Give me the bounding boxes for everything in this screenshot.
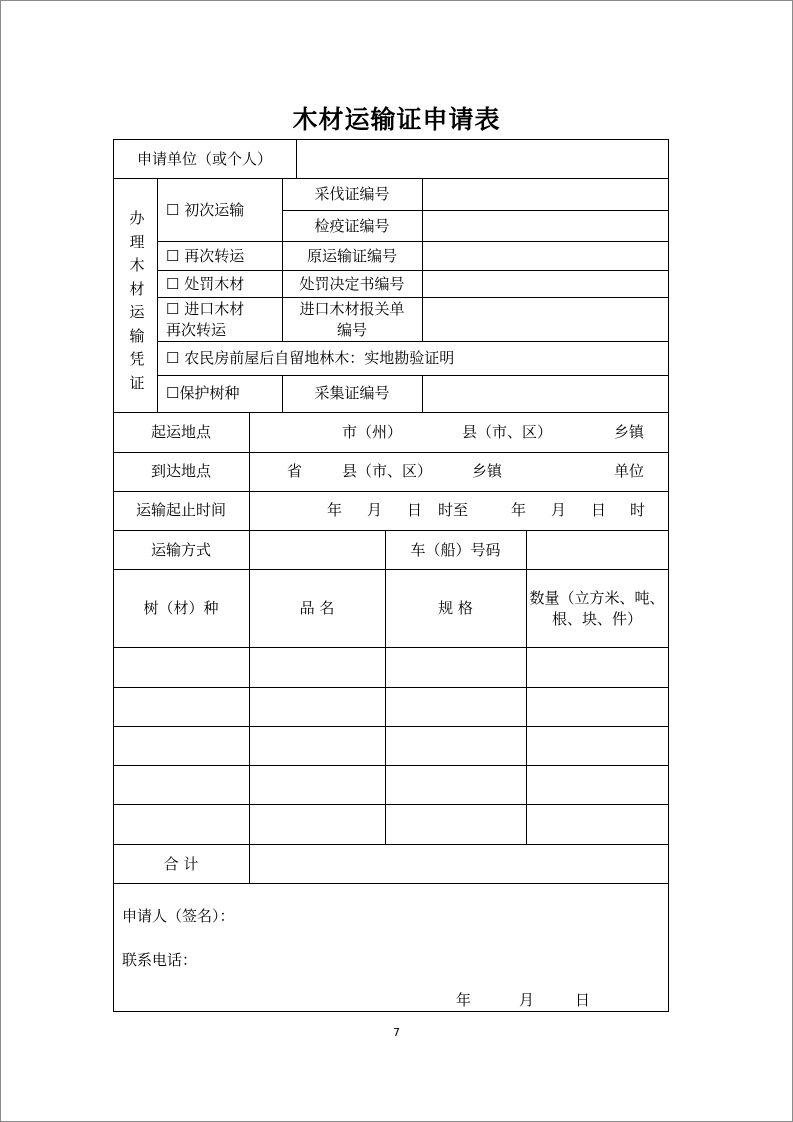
vehicle-number-label: 车（船）号码: [410, 541, 501, 559]
table-row[interactable]: [114, 766, 668, 803]
species-header: 树（材）种: [143, 599, 219, 617]
destination-province[interactable]: 省: [287, 462, 303, 480]
table-row[interactable]: [114, 805, 668, 843]
form-title: 木材运输证申请表: [292, 105, 501, 134]
destination-label: 到达地点: [150, 462, 211, 480]
collection-cert-no-label: 采集证编号: [314, 384, 390, 402]
import-wood-checkbox[interactable]: ☐ 进口木材: [166, 300, 245, 318]
total-label: 合 计: [163, 855, 199, 873]
import-declaration-no-label-line2: 编号: [336, 321, 367, 339]
logging-cert-no-label: 采伐证编号: [314, 185, 390, 203]
protected-species-checkbox[interactable]: ☐保护树种: [166, 384, 240, 402]
transport-basis-label: 办 理 木 材 运 输 凭 证: [129, 209, 145, 392]
table-row[interactable]: [114, 727, 668, 764]
table-row[interactable]: [114, 648, 668, 686]
page-number: 7: [393, 1026, 400, 1039]
farmer-wood-checkbox[interactable]: ☐ 农民房前屋后自留地林木：实地勘验证明: [166, 349, 455, 367]
first-transport-checkbox[interactable]: ☐ 初次运输: [166, 201, 245, 219]
product-name-header: 品 名: [299, 599, 335, 617]
applicant-unit-label: 申请单位（或个人）: [136, 150, 272, 168]
origin-town[interactable]: 乡镇: [614, 423, 645, 441]
contact-phone-label: 联系电话：: [122, 951, 198, 969]
origin-city[interactable]: 市（州）: [342, 423, 403, 441]
destination-county[interactable]: 县（市、区）: [342, 462, 433, 480]
specification-header: 规 格: [438, 599, 473, 617]
origin-county[interactable]: 县（市、区）: [462, 423, 553, 441]
destination-town[interactable]: 乡镇: [472, 462, 503, 480]
origin-label: 起运地点: [150, 423, 211, 441]
import-wood-label-line2: 再次转运: [166, 321, 227, 339]
penalty-decision-no-label: 处罚决定书编号: [299, 275, 405, 293]
table-row[interactable]: [114, 688, 668, 725]
applicant-signature-label: 申请人（签名）：: [122, 907, 235, 925]
penalty-wood-checkbox[interactable]: ☐ 处罚木材: [166, 275, 245, 293]
quantity-header-line2: 根、块、件）: [551, 610, 642, 628]
quantity-header: 数量（立方米、吨、: [529, 589, 665, 607]
transport-period-label: 运输起止时间: [135, 501, 226, 519]
orig-transport-cert-no-label: 原运输证编号: [306, 247, 397, 265]
transport-mode-label: 运输方式: [150, 541, 211, 559]
destination-unit[interactable]: 单位: [614, 462, 645, 480]
re-transfer-checkbox[interactable]: ☐ 再次转运: [166, 247, 245, 265]
import-declaration-no-label: 进口木材报关单: [299, 300, 405, 318]
quarantine-cert-no-label: 检疫证编号: [314, 217, 390, 235]
